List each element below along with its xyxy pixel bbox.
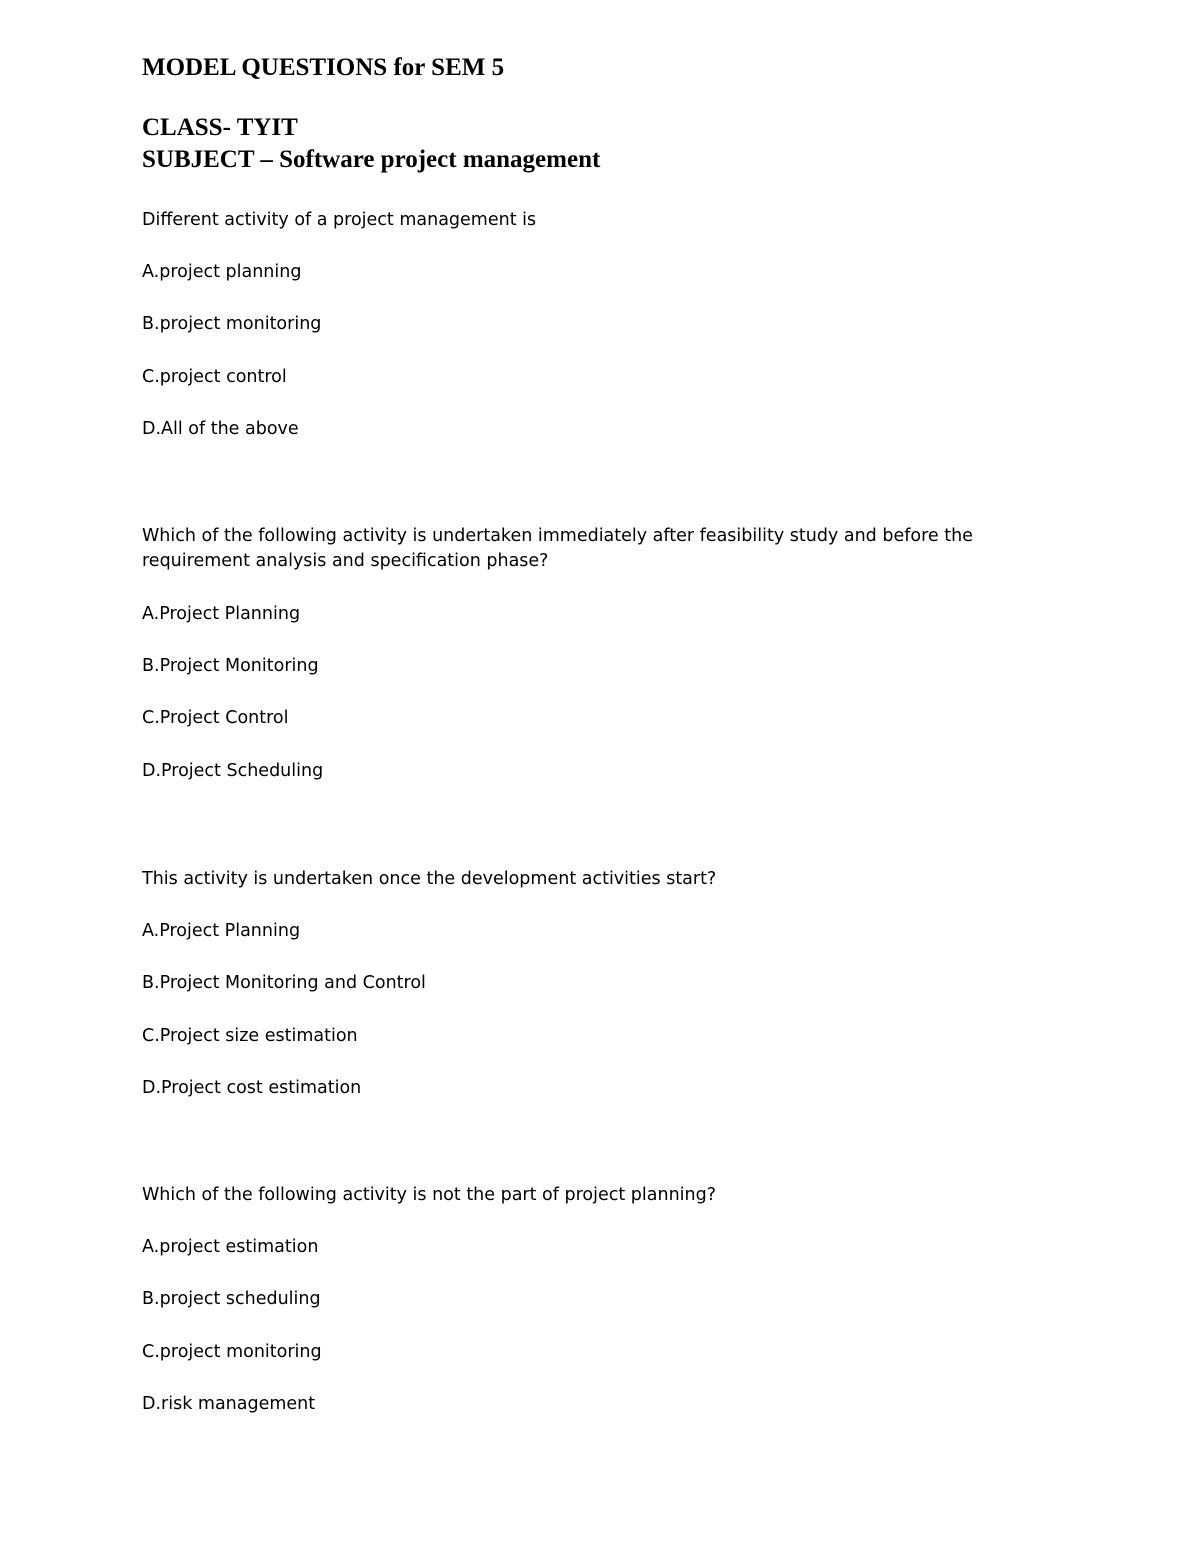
option-c: C.Project size estimation xyxy=(142,1026,358,1046)
option-a: A.project planning xyxy=(142,262,302,282)
option-a: A.Project Planning xyxy=(142,604,301,624)
option-a: A.project estimation xyxy=(142,1237,319,1257)
question-3 xyxy=(142,867,716,1101)
option-c: C.project monitoring xyxy=(142,1342,322,1362)
option-d: D.risk management xyxy=(142,1394,316,1414)
option-b: B.project scheduling xyxy=(142,1289,321,1309)
question-2 xyxy=(142,524,1042,784)
question-text: Which of the following activity is undertaken immediately after feasibility study and before the requirement analysis and specification phase? xyxy=(142,526,973,571)
class-line: CLASS- TYIT xyxy=(142,114,298,141)
option-d: D.All of the above xyxy=(142,419,299,439)
option-a: A.Project Planning xyxy=(142,921,301,941)
option-c: C.Project Control xyxy=(142,708,289,728)
option-b: B.project monitoring xyxy=(142,314,322,334)
subject-line: SUBJECT – Software project management xyxy=(142,146,601,173)
question-4 xyxy=(142,1183,716,1417)
option-c: C.project control xyxy=(142,367,287,387)
option-b: B.Project Monitoring and Control xyxy=(142,973,426,993)
option-d: D.Project cost estimation xyxy=(142,1078,362,1098)
question-text: Different activity of a project management is xyxy=(142,210,537,230)
question-text: Which of the following activity is not the part of project planning? xyxy=(142,1185,717,1205)
option-d: D.Project Scheduling xyxy=(142,761,324,781)
question-text: This activity is undertaken once the development activities start? xyxy=(142,869,717,889)
document-body xyxy=(142,52,1042,1414)
document-title: MODEL QUESTIONS for SEM 5 xyxy=(142,54,505,81)
option-b: B.Project Monitoring xyxy=(142,656,319,676)
question-1 xyxy=(142,208,536,442)
